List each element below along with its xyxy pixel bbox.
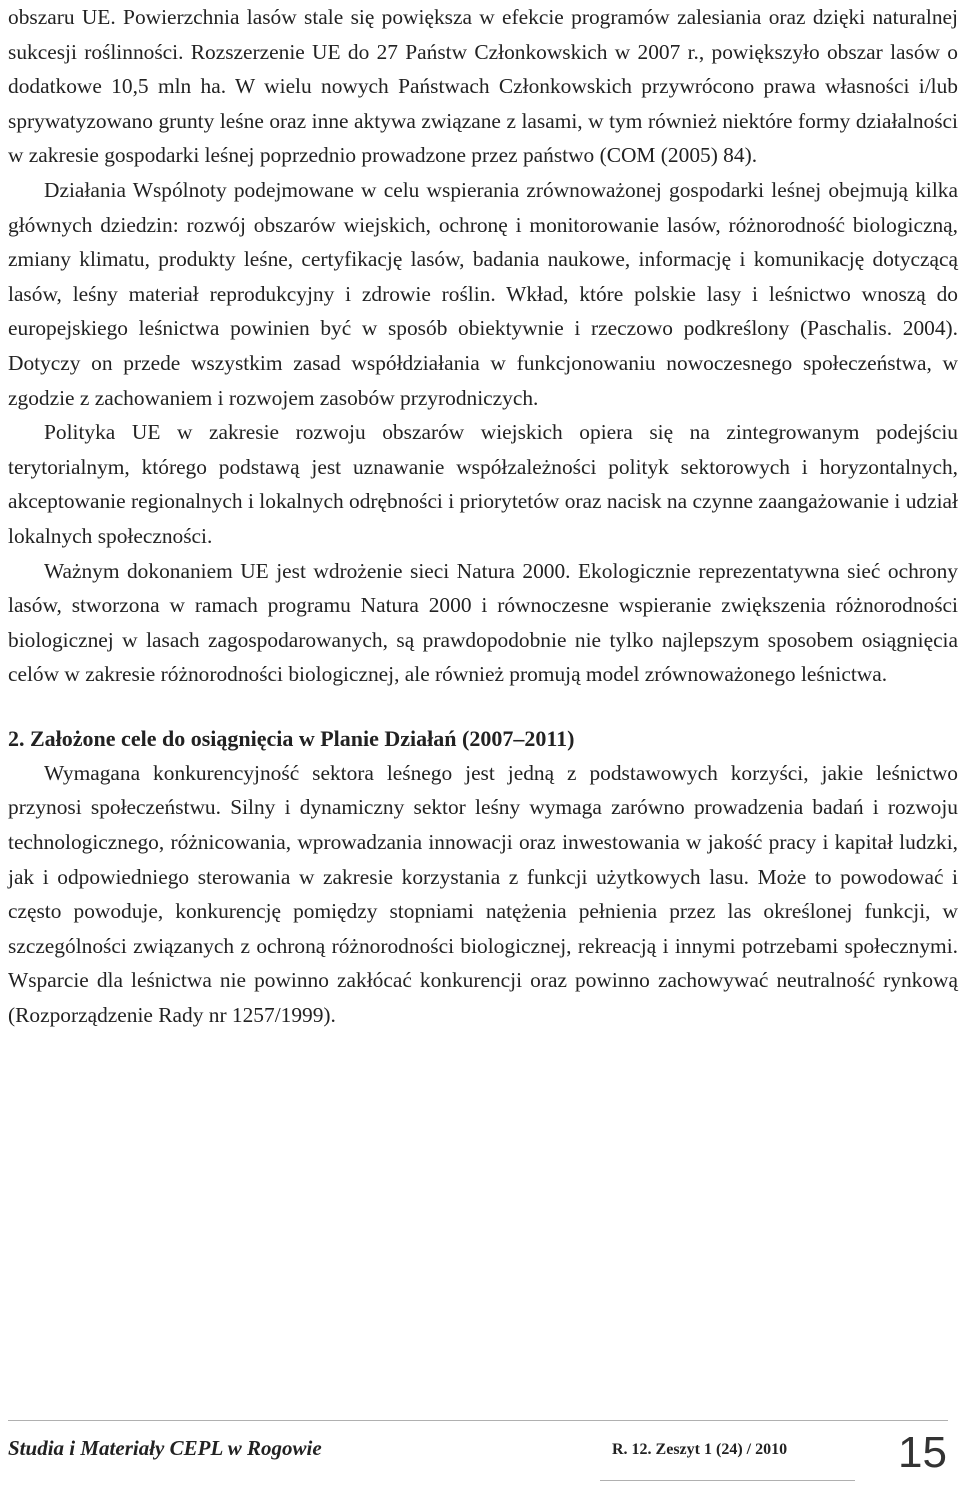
journal-title: Studia i Materiały CEPL w Rogowie	[8, 1436, 322, 1460]
page-number: 15	[898, 1428, 947, 1477]
footer-bottom-divider	[600, 1480, 855, 1481]
footer-divider	[8, 1420, 948, 1421]
article-body	[8, 0, 958, 1033]
paragraph-4: Ważnym dokonaniem UE jest wdrożenie sieci Natura 2000. Ekologicznie reprezentatywna sieć ochrony lasów, stworzona w ramach programu Natura 2000 i równoczesne wspieranie zwiększenia różnorodności biologicznej w lasach zagospodarowanych, są prawdopodobnie nie tylko najlepszym sposobem osiągnięcia celów w zakresie różnorodności biologicznej, ale również promują model zrównoważonego leśnictwa.	[8, 558, 958, 687]
section-heading: 2. Założone cele do osiągnięcia w Planie Działań (2007–2011)	[8, 725, 575, 751]
paragraph-5: Wymagana konkurencyjność sektora leśnego jest jedną z podstawowych korzyści, jakie leśnictwo przynosi społeczeństwu. Silny i dynamiczny sektor leśny wymaga zarówno prowadzenia badań i rozwoju technologicznego, różnicowania, wprowadzania innowacji oraz inwestowania w jakość pracy i kapitał ludzki, jak i odpowiedniego sterowania w zakresie korzystania z funkcji użytkowych lasu. Może to powodować i często powoduje, konkurencję pomiędzy stopniami natężenia pełnienia przez las określonej funkcji, w szczególności związanych z ochroną różnorodności biologicznej, rekreacją i innymi potrzebami społecznymi. Wsparcie dla leśnictwa nie powinno zakłócać konkurencji oraz powinno zachowywać neutralność rynkową (Rozporządzenie Rady nr 1257/1999).	[8, 760, 958, 1028]
paragraph-2: Działania Wspólnoty podejmowane w celu wspierania zrównoważonej gospodarki leśnej obejmują kilka głównych dziedzin: rozwój obszarów wiejskich, ochronę i monitorowanie lasów, różnorodność biologiczną, zmiany klimatu, produkty leśne, certyfikację lasów, badania naukowe, informację i komunikację dotyczącą lasów, leśny materiał reprodukcyjny i zdrowie roślin. Wkład, które polskie lasy i leśnictwo wnoszą do europejskiego leśnictwa powinien być w sposób obiektywnie i rzeczowo podkreślony (Paschalis. 2004). Dotyczy on przede wszystkim zasad współdziałania w funkcjonowaniu nowoczesnego społeczeństwa, w zgodzie z zachowaniem i rozwojem zasobów przyrodniczych.	[8, 177, 958, 410]
paragraph-3: Polityka UE w zakresie rozwoju obszarów wiejskich opiera się na zintegrowanym podejściu terytorialnym, którego podstawą jest uznawanie współzależności polityk sektorowych i horyzontalnych, akceptowanie regionalnych i lokalnych odrębności i priorytetów oraz nacisk na czynne zaangażowanie i udział lokalnych społeczności.	[8, 420, 958, 548]
issue-info: R. 12. Zeszyt 1 (24) / 2010	[612, 1441, 788, 1458]
paragraph-1: obszaru UE. Powierzchnia lasów stale się powiększa w efekcie programów zalesiania oraz dzięki naturalnej sukcesji roślinności. Rozszerzenie UE do 27 Państw Członkowskich w 2007 r., powiększyło obszar lasów o dodatkowe 10,5 mln ha. W wielu nowych Państwach Członkowskich przywrócono prawa własności i/lub sprywatyzowano grunty leśne oraz inne aktywa związane z lasami, w tym również niektóre formy działalności w zakresie gospodarki leśnej poprzednio prowadzone przez państwo (COM (2005) 84).	[8, 5, 958, 168]
